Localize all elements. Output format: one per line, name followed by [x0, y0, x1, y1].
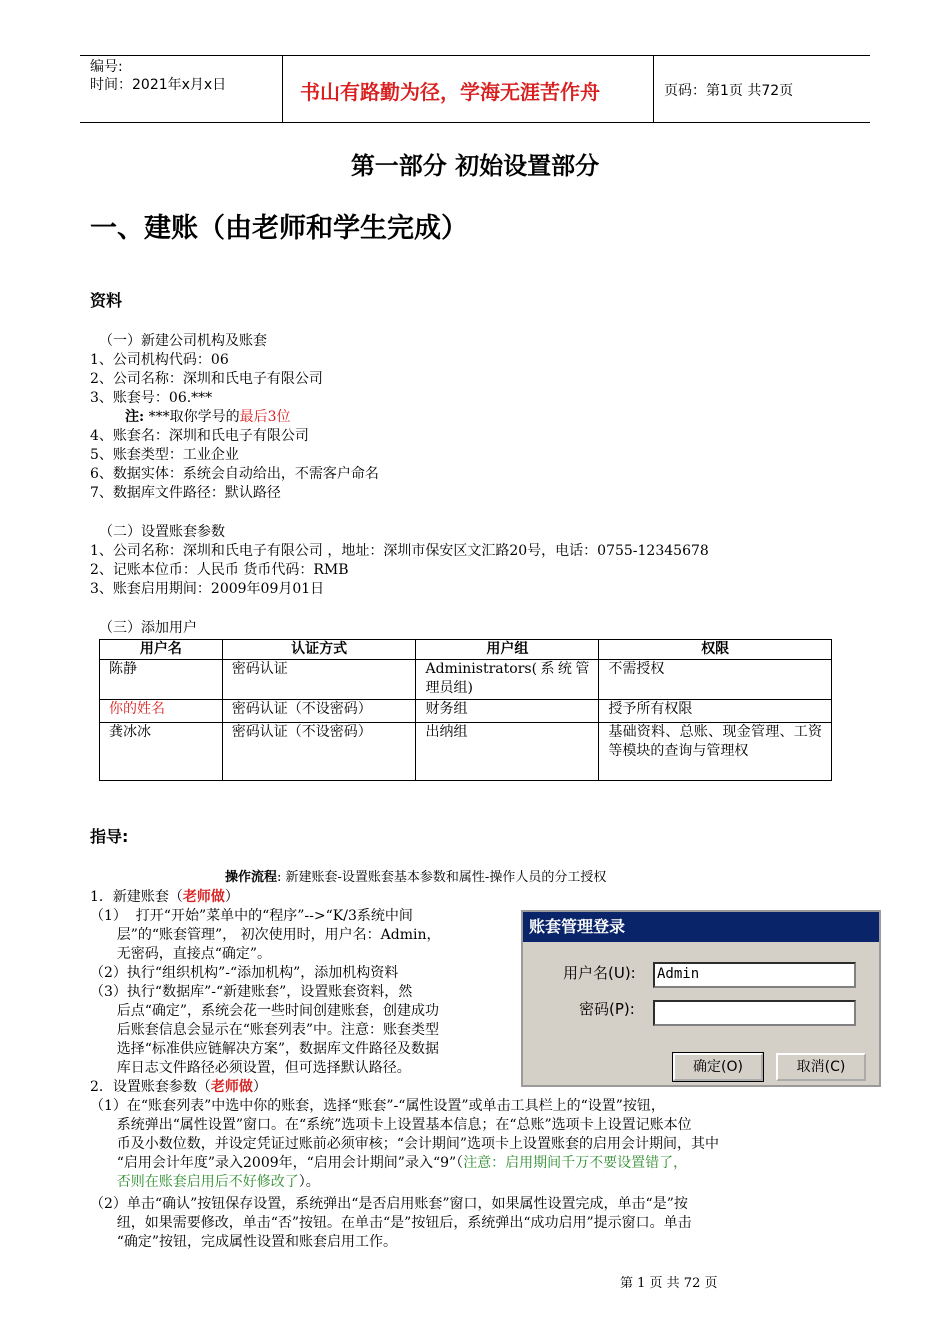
note-line [125, 408, 291, 427]
flow-label: 操作流程 [225, 870, 278, 885]
users-table [99, 639, 832, 781]
step1-line: （1） 打开“开始”菜单中的“程序”-->“K/3系统中间 [90, 908, 413, 924]
note-highlight: 最后3位 [239, 409, 291, 425]
header-number: 编号: [90, 59, 123, 75]
cancel-button[interactable]: 取消(C) [776, 1053, 866, 1081]
part3-heading: （三）添加用户 [99, 620, 197, 636]
note-label: 注: [125, 409, 145, 425]
list-item: 4、账套名：深圳和氏电子有限公司 [90, 428, 309, 444]
password-input[interactable] [653, 1000, 856, 1026]
cell-user: 陈静 [100, 660, 223, 700]
login-dialog [521, 910, 881, 1087]
table-row [100, 700, 832, 723]
cell-group: 出纳组 [416, 723, 599, 781]
step1-title [90, 888, 239, 907]
materials-heading: 资料 [90, 291, 123, 310]
header-divider [653, 55, 654, 123]
page-footer: 第 1 页 共 72 页 [620, 1276, 718, 1291]
cell-perm: 基础资料、总账、现金管理、工资等模块的查询与管理权 [599, 723, 832, 781]
step2-warning: 注意：启用期间千万不要设置错了， [463, 1155, 688, 1171]
header-motto: 书山有路勤为径，学海无涯苦作舟 [300, 80, 600, 104]
step1-line: 无密码，直接点“确定”。 [90, 946, 272, 962]
list-item: 3、账套号：06.*** [90, 390, 213, 406]
step2-who: 老师做 [210, 1079, 253, 1095]
cell-user: 你的姓名 [100, 700, 223, 723]
ok-button[interactable]: 确定(O) [673, 1053, 763, 1081]
page-title: 第一部分 初始设置部分 [350, 152, 600, 180]
list-item: 2、记账本位币：人民币 货币代码：RMB [90, 562, 349, 578]
cell-auth: 密码认证（不设密码） [222, 700, 416, 723]
step1-line: （2）执行“组织机构”-“添加机构”，添加机构资料 [90, 965, 399, 981]
list-item: 1、公司名称：深圳和氏电子有限公司 ，地址：深圳市保安区文汇路20号，电话：0755-12345678 [90, 543, 709, 559]
step2-line: （2）单击“确认”按钮保存设置，系统弹出“是否启用账套”窗口，如果属性设置完成，单击“是”按 [90, 1196, 688, 1212]
column-header: 用户名 [100, 640, 223, 660]
step2-title [90, 1078, 267, 1097]
header-bottom-rule [80, 122, 870, 123]
step2-line: 币及小数位数，并设定凭证过账前必须审核；“会计期间”选项卡上设置账套的启用会计期间，其中 [90, 1136, 720, 1152]
step2-line [90, 1173, 320, 1192]
password-label: 密码(P): [579, 1000, 635, 1018]
step2-line-end: ）。 [298, 1174, 320, 1190]
column-header: 认证方式 [222, 640, 416, 660]
step1-line: 后点“确定”，系统会花一些时间创建账套，创建成功 [90, 1003, 440, 1019]
step1-line: 库日志文件路径必须设置，但可选择默认路径。 [90, 1060, 411, 1076]
cell-auth: 密码认证（不设密码） [222, 723, 416, 781]
step2-warning: 否则在账套启用后不好修改了 [90, 1174, 299, 1190]
cell-group: 财务组 [416, 700, 599, 723]
list-item: 6、数据实体：系统会自动给出，不需客户命名 [90, 466, 379, 482]
column-header: 用户组 [416, 640, 599, 660]
flow-text: : 新建账套-设置账套基本参数和属性-操作人员的分工授权 [277, 870, 607, 885]
username-label: 用户名(U): [563, 964, 636, 982]
note-text: ***取你学号的 [148, 409, 240, 425]
step2-line: 系统弹出“属性设置”窗口。在“系统”选项卡上设置基本信息；在“总账”选项卡上设置记账本位 [90, 1117, 692, 1133]
step2-line: 纽，如果需要修改，单击“否”按钮。在单击“是”按钮后，系统弹出“成功启用”提示窗口。单击 [90, 1215, 692, 1231]
guide-heading: 指导: [90, 827, 129, 846]
step1-line: 选择“标准供应链解决方案”，数据库文件路径及数据 [90, 1041, 440, 1057]
step2-line-text: “启用会计年度”录入2009年，“启用会计期间”录入“9”（ [90, 1155, 464, 1171]
header-divider [282, 55, 283, 123]
part1-heading: （一）新建公司机构及账套 [99, 333, 267, 349]
step2-close: ） [252, 1079, 267, 1095]
list-item: 5、账套类型：工业企业 [90, 447, 239, 463]
list-item: 2、公司名称：深圳和氏电子有限公司 [90, 371, 323, 387]
cell-user: 龚冰冰 [100, 723, 223, 781]
part2-heading: （二）设置账套参数 [99, 524, 225, 540]
cell-perm: 不需授权 [599, 660, 832, 700]
step2-line: （1）在“账套列表”中选中你的账套，选择“账套”-“属性设置”或单击工具栏上的“设置”按钮， [90, 1098, 665, 1114]
list-item: 1、公司机构代码：06 [90, 352, 229, 368]
step1-line: 层”的“账套管理”， 初次使用时，用户名：Admin， [90, 927, 441, 943]
step1-title-text: 1．新建账套（ [90, 889, 183, 905]
table-row [100, 660, 832, 700]
step2-line [90, 1154, 687, 1173]
flow-line [225, 868, 606, 887]
table-row [100, 723, 832, 781]
dialog-title: 账套管理登录 [523, 912, 879, 942]
cell-auth: 密码认证 [222, 660, 416, 700]
list-item: 3、账套启用期间：2009年09月01日 [90, 581, 325, 597]
step1-line: 后账套信息会显示在“账套列表”中。注意：账套类型 [90, 1022, 440, 1038]
section-title: 一、建账（由老师和学生完成） [90, 213, 468, 244]
username-input[interactable]: Admin [653, 962, 856, 988]
step1-who: 老师做 [182, 889, 225, 905]
table-header-row [100, 640, 832, 660]
column-header: 权限 [599, 640, 832, 660]
step2-line: “确定”按钮，完成属性设置和账套启用工作。 [90, 1234, 398, 1250]
step2-title-text: 2．设置账套参数（ [90, 1079, 211, 1095]
header-page-info: 页码：第1页 共72页 [664, 83, 794, 99]
header-top-rule [80, 55, 870, 56]
step1-line: （3）执行“数据库”-“新建账套”，设置账套资料，然 [90, 984, 413, 1000]
list-item: 7、数据库文件路径：默认路径 [90, 485, 281, 501]
header-time: 时间：2021年x月x日 [90, 77, 227, 93]
step1-close: ） [224, 889, 239, 905]
cell-perm: 授予所有权限 [599, 700, 832, 723]
cell-group: Administrators(系统管理员组) [416, 660, 599, 700]
